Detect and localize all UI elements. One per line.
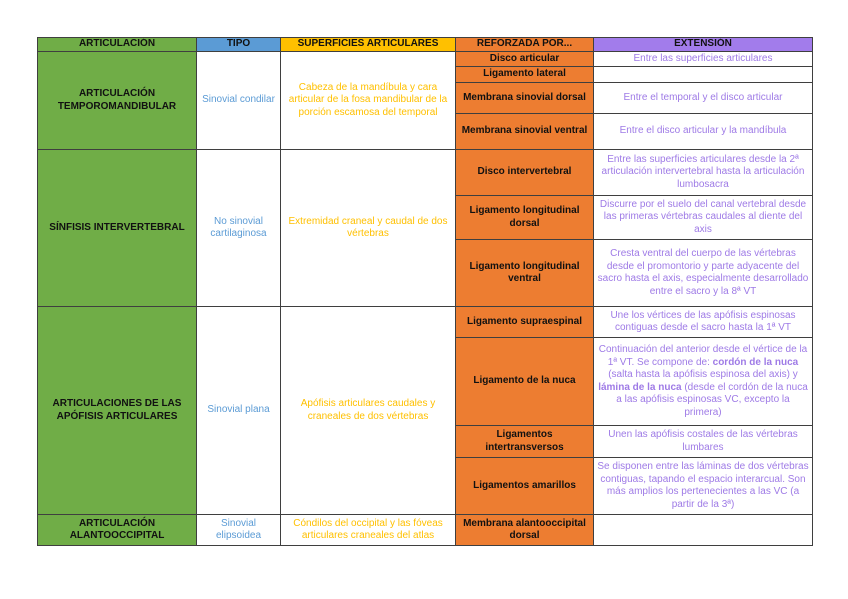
extension-cell: Discurre por el suelo del canal vertebral desde las primeras vértebras caudales al diente del axis (594, 196, 813, 240)
reforzada-cell: Ligamento longitudinal ventral (456, 240, 594, 307)
extension-text: (desde el cordón de la nuca a las apófisis espinosas VC, excepto la primera) (616, 381, 808, 418)
reforzada-cell: Ligamento de la nuca (456, 338, 594, 426)
table-row (38, 150, 813, 196)
articulacion-cell: ARTICULACIONES DE LAS APÓFISIS ARTICULARES (38, 307, 197, 515)
reforzada-cell: Membrana sinovial ventral (456, 114, 594, 150)
reforzada-cell: Ligamento supraespinal (456, 307, 594, 338)
extension-cell: Une los vértices de las apófisis espinosas contiguas desde el sacro hasta la 1ª VT (594, 307, 813, 338)
articulacion-cell: SÍNFISIS INTERVERTEBRAL (38, 150, 197, 307)
articulacion-cell: ARTICULACIÓN TEMPOROMANDIBULAR (38, 52, 197, 150)
extension-cell: Entre el temporal y el disco articular (594, 83, 813, 114)
table-row (38, 52, 813, 67)
tipo-cell: Sinovial condilar (197, 52, 281, 150)
articulations-table (37, 37, 813, 546)
reforzada-cell: Disco articular (456, 52, 594, 67)
header-row (38, 38, 813, 52)
reforzada-cell: Membrana alantooccipital dorsal (456, 515, 594, 546)
extension-bold-term: cordón de la nuca (712, 356, 799, 368)
extension-cell: Cresta ventral del cuerpo de las vértebras desde el promontorio y parte adyacente del sacro hasta el axis, especialmente desarrollado entre el sacro y la 8ª VT (594, 240, 813, 307)
table-row (38, 307, 813, 338)
tipo-cell: No sinovial cartilaginosa (197, 150, 281, 307)
header-reforzada: REFORZADA POR... (456, 38, 594, 52)
superficies-cell: Apófisis articulares caudales y craneales de dos vértebras (281, 307, 456, 515)
header-articulacion: ARTICULACIÓN (38, 38, 197, 52)
header-superficies: SUPERFICIES ARTICULARES (281, 38, 456, 52)
extension-cell (594, 67, 813, 83)
header-tipo: TIPO (197, 38, 281, 52)
tipo-cell: Sinovial elipsoidea (197, 515, 281, 546)
reforzada-cell: Membrana sinovial dorsal (456, 83, 594, 114)
extension-cell: Entre las superficies articulares (594, 52, 813, 67)
reforzada-cell: Ligamento longitudinal dorsal (456, 196, 594, 240)
superficies-cell: Extremidad craneal y caudal de dos vértebras (281, 150, 456, 307)
superficies-cell: Cabeza de la mandíbula y cara articular de la fosa mandibular de la porción escamosa del temporal (281, 52, 456, 150)
extension-bold-term: lámina de la nuca (598, 381, 682, 393)
extension-cell: Unen las apófisis costales de las vértebras lumbares (594, 426, 813, 458)
superficies-cell: Cóndilos del occipital y las fóveas articulares craneales del atlas (281, 515, 456, 546)
extension-text: Continuación del anterior desde el vértice de la 1ª VT. Se compone de: (598, 344, 808, 368)
extension-cell: Entre las superficies articulares desde la 2ª articulación intervertebral hasta la articulación lumbosacra (594, 150, 813, 196)
extension-cell: Entre el disco articular y la mandíbula (594, 114, 813, 150)
extension-text: (salta hasta la apófisis espinosa del axis) y (608, 369, 798, 380)
reforzada-cell: Ligamento lateral (456, 67, 594, 83)
extension-cell: Se disponen entre las láminas de dos vértebras contiguas, tapando el espacio interarcual. Son más amplios los pertenecientes a las VC (a partir de la 3ª) (594, 458, 813, 515)
reforzada-cell: Ligamentos intertransversos (456, 426, 594, 458)
extension-cell (594, 515, 813, 546)
articulacion-cell: ARTICULACIÓN ALANTOOCCIPITAL (38, 515, 197, 546)
header-extension: EXTENSIÓN (594, 38, 813, 52)
reforzada-cell: Disco intervertebral (456, 150, 594, 196)
tipo-cell: Sinovial plana (197, 307, 281, 515)
reforzada-cell: Ligamentos amarillos (456, 458, 594, 515)
table-row (38, 515, 813, 546)
extension-cell (594, 338, 813, 426)
